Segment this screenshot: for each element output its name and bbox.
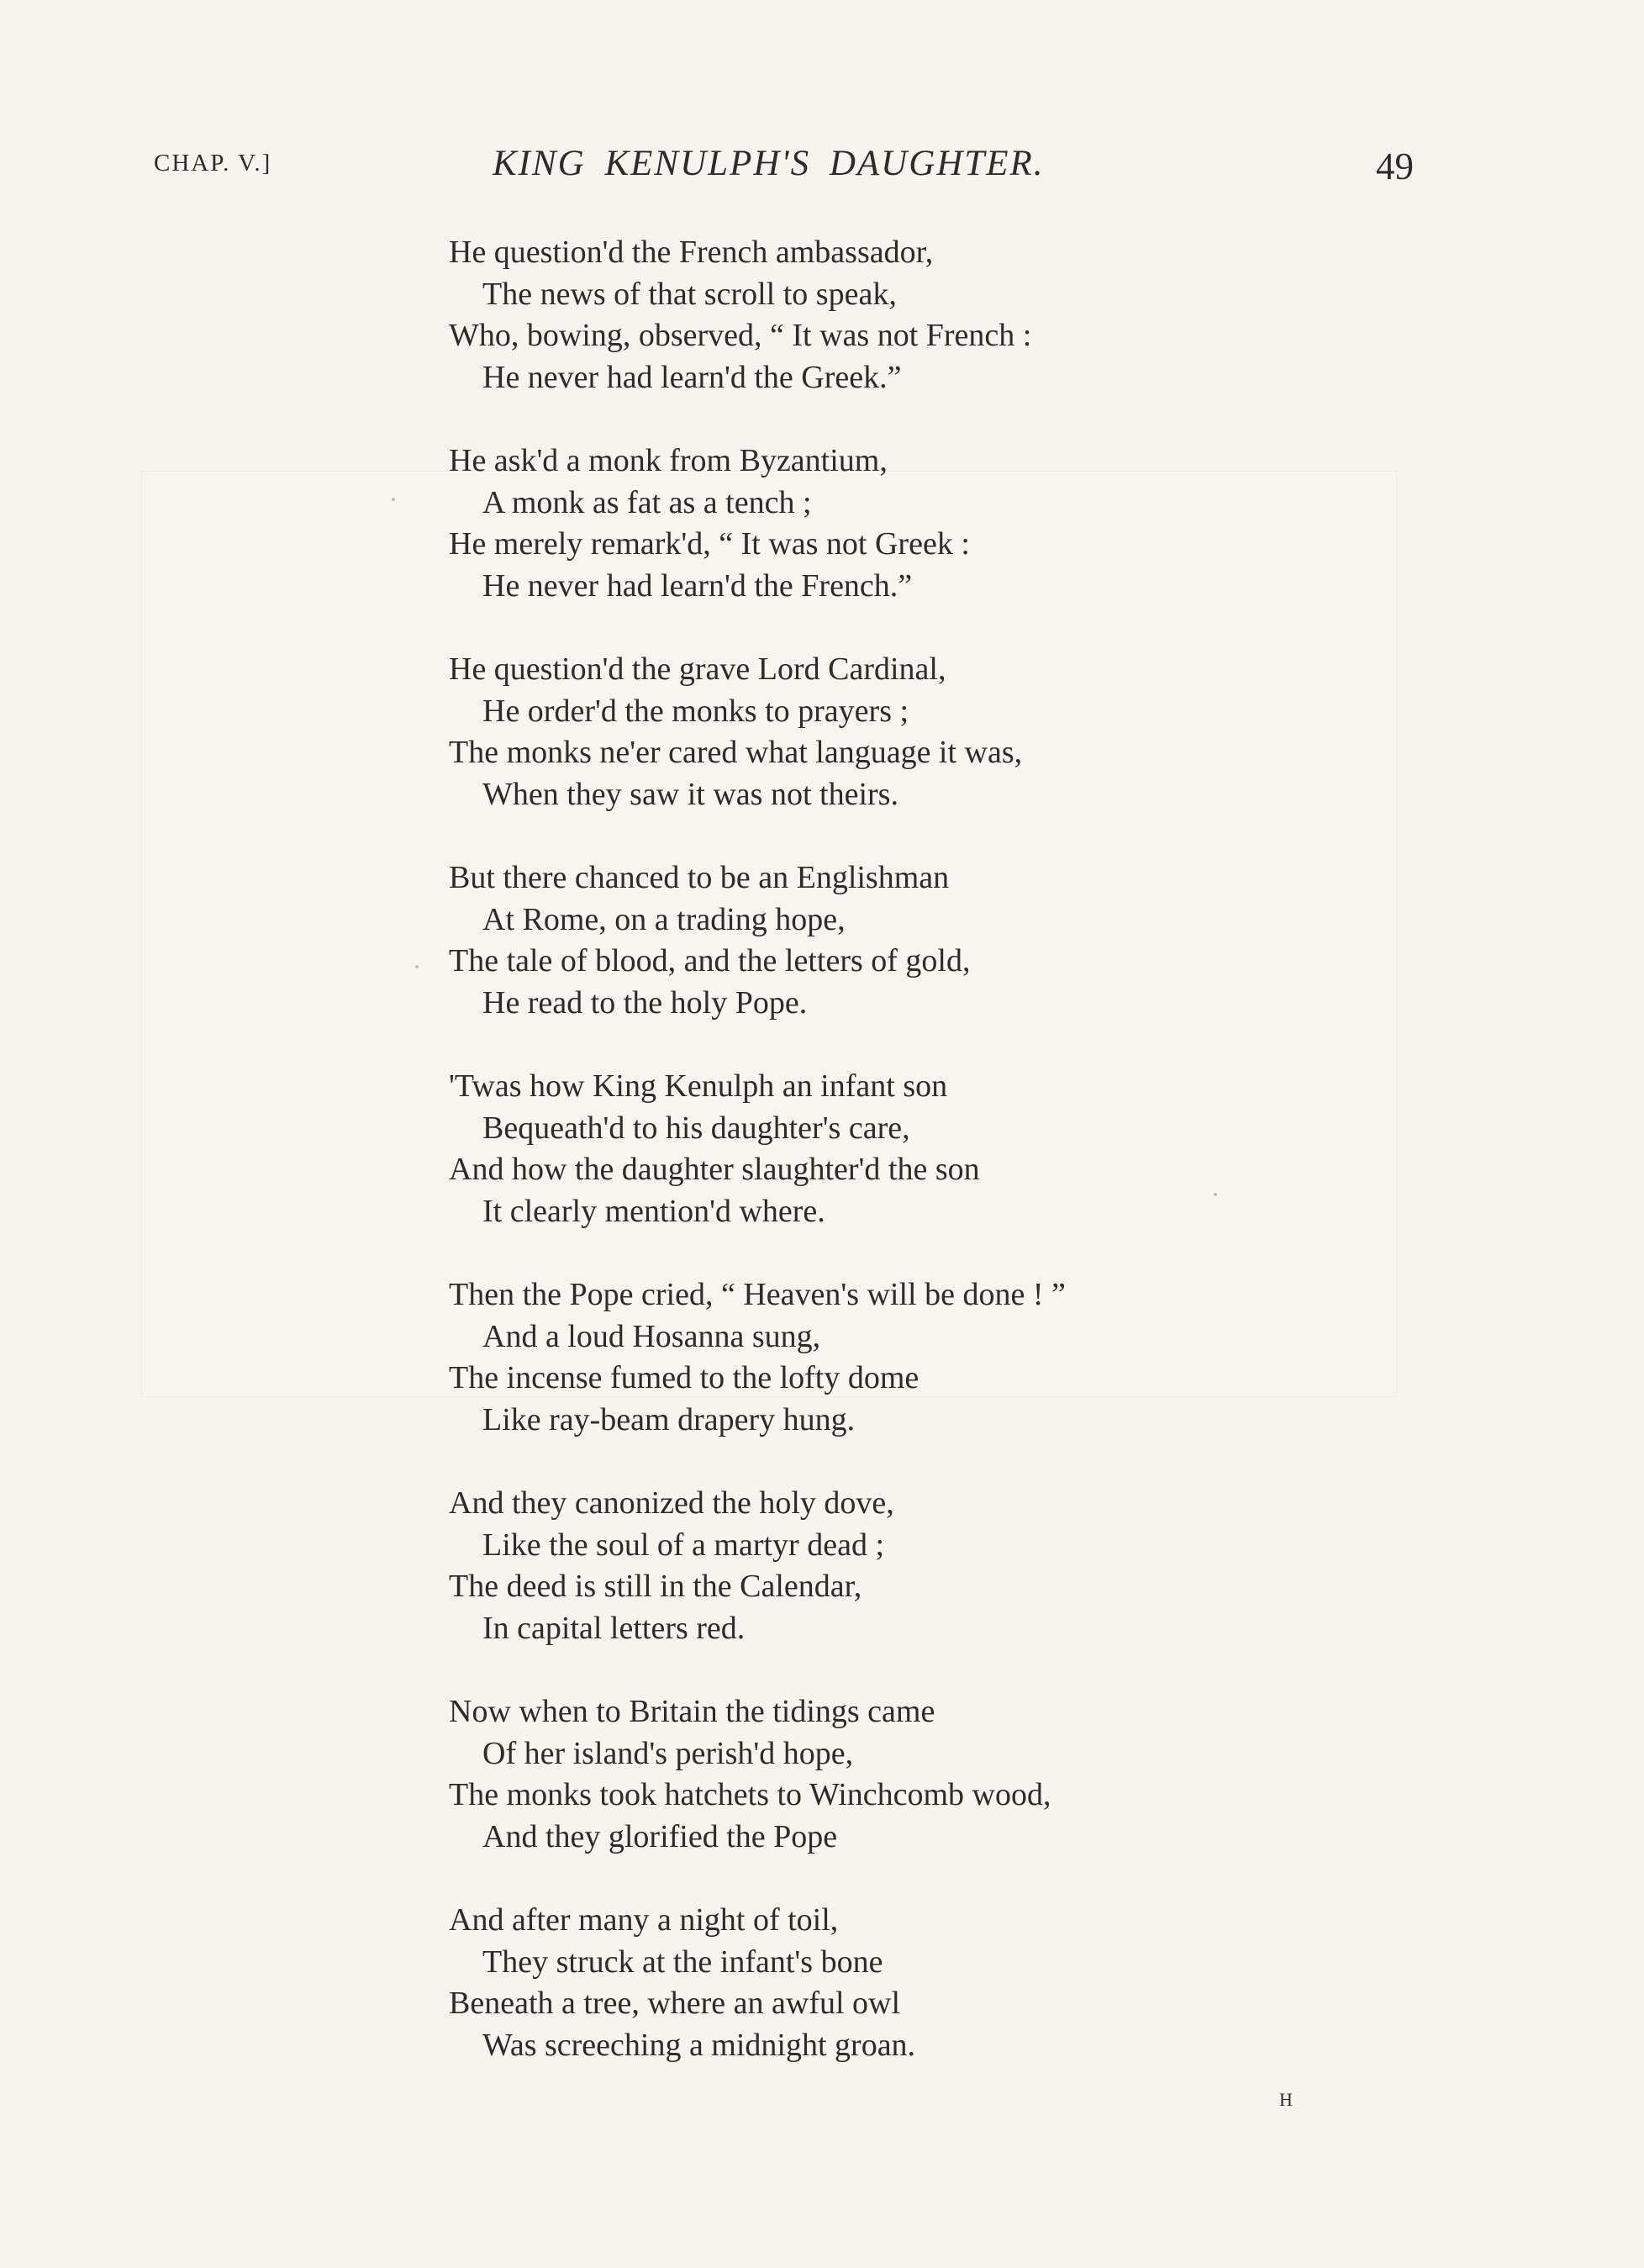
verse-line: Of her island's perish'd hope,: [482, 1735, 854, 1771]
paper-speck: [1214, 1193, 1217, 1196]
verse-line: At Rome, on a trading hope,: [482, 901, 846, 937]
verse-line: He merely remark'd, “ It was not Greek :: [449, 526, 970, 562]
verse-line: He never had learn'd the Greek.”: [482, 359, 902, 395]
verse-line: Like the soul of a martyr dead ;: [482, 1527, 885, 1563]
verse-line: Who, bowing, observed, “ It was not French :: [449, 318, 1032, 353]
verse-line: The incense fumed to the lofty dome: [449, 1360, 919, 1395]
poem-body: [449, 232, 1205, 2108]
paper-speck: [392, 498, 395, 501]
verse-line: Bequeath'd to his daughter's care,: [482, 1110, 910, 1146]
running-title: KING KENULPH'S DAUGHTER.: [493, 144, 1045, 183]
verse-line: And after many a night of toil,: [449, 1902, 839, 1938]
verse-line: He order'd the monks to prayers ;: [482, 693, 909, 729]
verse-line: And they glorified the Pope: [482, 1818, 838, 1854]
verse-line: And a loud Hosanna sung,: [482, 1318, 821, 1354]
stanza-8: [449, 1691, 1205, 1858]
verse-line: The monks took hatchets to Winchcomb wood,: [449, 1777, 1051, 1812]
stanza-4: [449, 857, 1205, 1024]
verse-line: They struck at the infant's bone: [482, 1944, 883, 1980]
verse-line: And how the daughter slaughter'd the son: [449, 1152, 980, 1187]
verse-line: And they canonized the holy dove,: [449, 1485, 894, 1521]
verse-line: Was screeching a midnight groan.: [482, 2027, 916, 2063]
verse-line: Now when to Britain the tidings came: [449, 1694, 935, 1729]
verse-line: The tale of blood, and the letters of gold,: [449, 943, 971, 978]
stanza-9: [449, 1900, 1205, 2066]
verse-line: A monk as fat as a tench ;: [482, 484, 812, 520]
verse-line: He ask'd a monk from Byzantium,: [449, 443, 888, 478]
verse-line: The deed is still in the Calendar,: [449, 1569, 862, 1604]
verse-line: It clearly mention'd where.: [482, 1193, 825, 1229]
stanza-1: [449, 232, 1205, 398]
paper-speck: [415, 965, 419, 968]
stanza-6: [449, 1274, 1205, 1441]
verse-line: The monks ne'er cared what language it was,: [449, 735, 1023, 770]
verse-line: He read to the holy Pope.: [482, 984, 808, 1021]
stanza-2: [449, 440, 1205, 607]
verse-line: He never had learn'd the French.”: [482, 567, 913, 604]
verse-line: Beneath a tree, where an awful owl: [449, 1986, 901, 2021]
verse-line: He question'd the French ambassador,: [449, 235, 934, 270]
verse-line: 'Twas how King Kenulph an infant son: [449, 1068, 948, 1104]
verse-line: Like ray-beam drapery hung.: [482, 1401, 856, 1437]
stanza-3: [449, 649, 1205, 815]
verse-line: The news of that scroll to speak,: [482, 276, 897, 312]
stanza-5: [449, 1066, 1205, 1232]
verse-line: When they saw it was not theirs.: [482, 776, 898, 812]
stanza-7: [449, 1483, 1205, 1649]
signature-mark: H: [1279, 2089, 1294, 2110]
verse-line: Then the Pope cried, “ Heaven's will be done ! ”: [449, 1277, 1066, 1312]
verse-line: In capital letters red.: [482, 1610, 746, 1646]
running-header: [0, 141, 1644, 200]
verse-line: But there chanced to be an Englishman: [449, 860, 950, 895]
page-number: 49: [1376, 145, 1414, 187]
chapter-reference: CHAP. V.]: [154, 150, 272, 177]
verse-line: He question'd the grave Lord Cardinal,: [449, 651, 946, 687]
